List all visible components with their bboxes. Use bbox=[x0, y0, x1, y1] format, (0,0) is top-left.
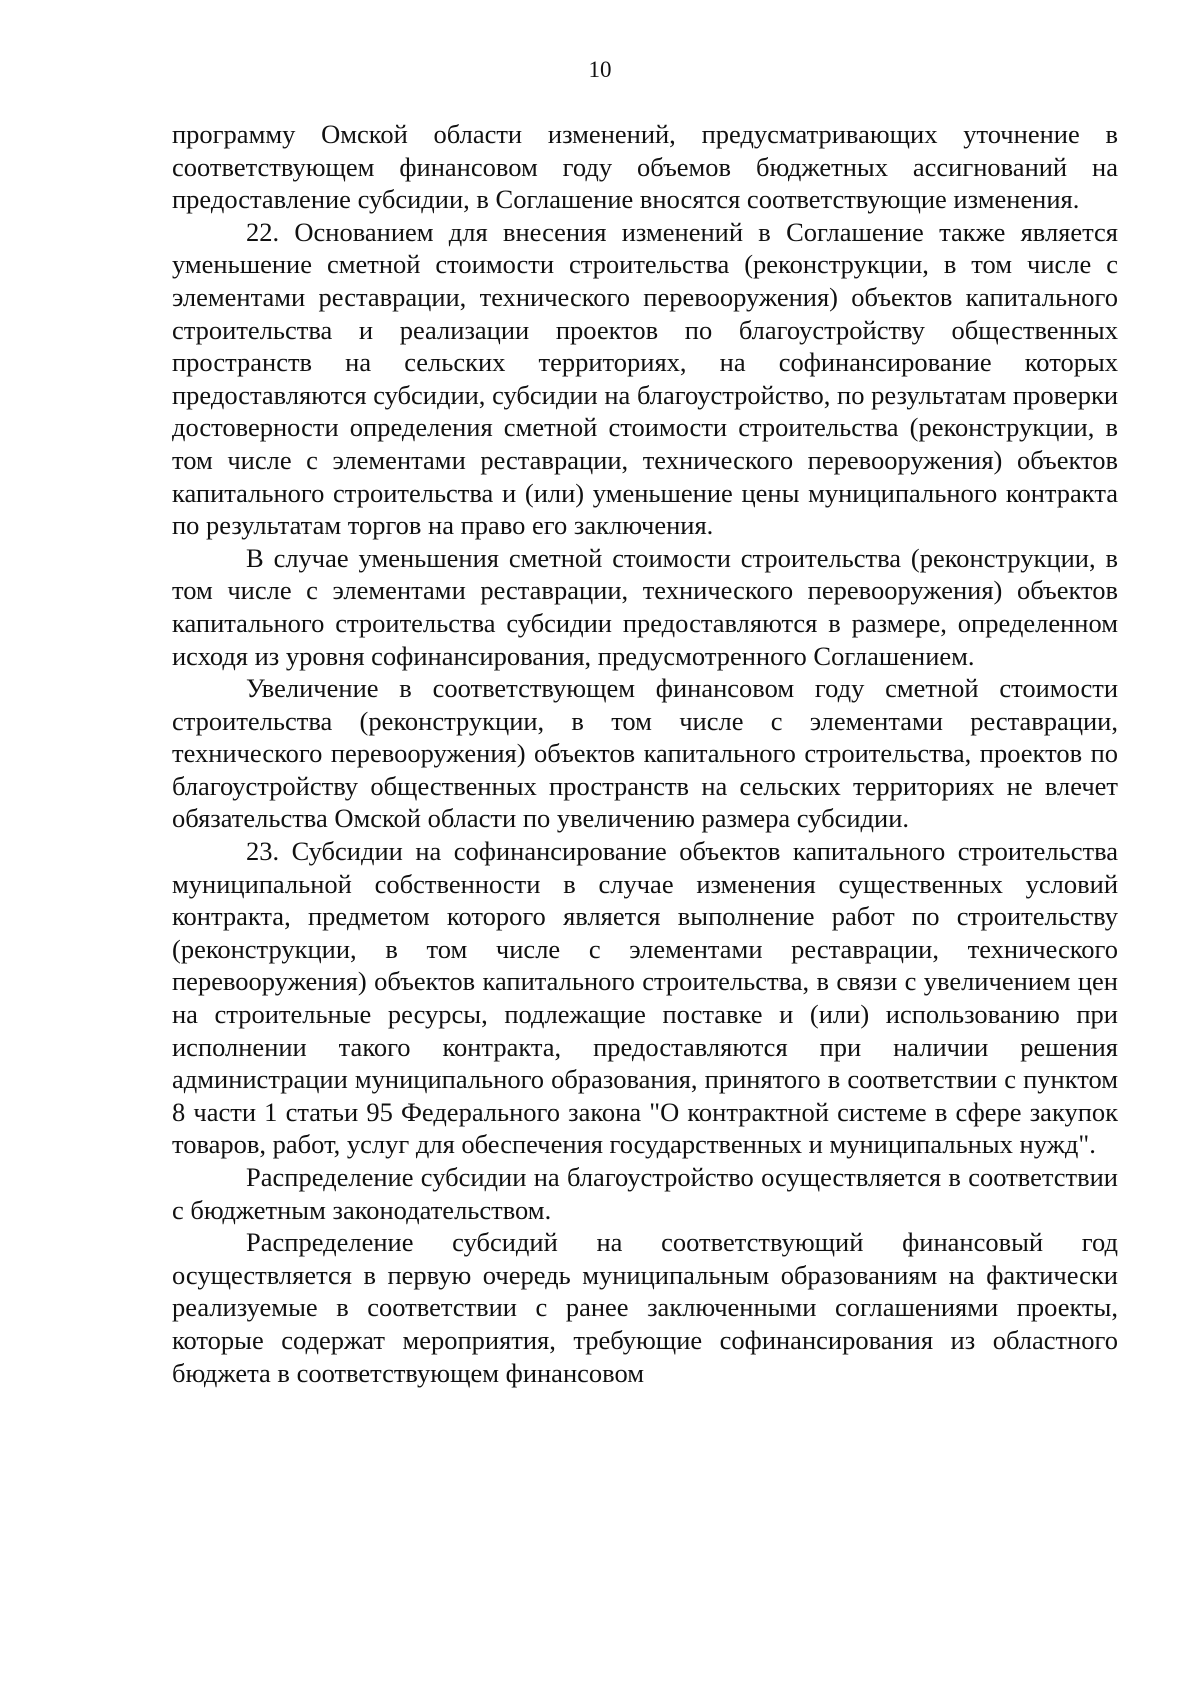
paragraph-item-23: 23. Субсидии на софинансирование объектов капитального строительства муниципальной собственности в случае изменения существенных условий контракта, предметом которого является выполнение работ по строительству (реконструкции, в том числе с элементами реставрации, технического перевооружения) объектов капитального строительства, в связи с увеличением цен на строительные ресурсы, подлежащие поставке и (или) использованию при исполнении такого контракта, предоставляются при наличии решения администрации муниципального образования, принятого в соответствии с пунктом 8 части 1 статьи 95 Федерального закона "О контрактной системе в сфере закупок товаров, работ, услуг для обеспечения государственных и муниципальных нужд". bbox=[172, 836, 1118, 1160]
paragraph-continuation: программу Омской области изменений, предусматривающих уточнение в соответствующем финансовом году объемов бюджетных ассигнований на предоставление субсидии, в Соглашение вносятся соответствующие изменения. bbox=[172, 119, 1118, 215]
paragraph-distribution-improvement: Распределение субсидии на благоустройство осуществляется в соответствии с бюджетным законодательством. bbox=[172, 1162, 1118, 1225]
paragraph-distribution-subsidies: Распределение субсидий на соответствующий финансовый год осуществляется в первую очередь муниципальным образованиям на фактически реализуемые в соответствии с ранее заключенными соглашениями проекты, которые содержат мероприятия, требующие софинансирования из областного бюджета в соответствующем финансовом bbox=[172, 1227, 1118, 1388]
page-number: 10 bbox=[588, 57, 612, 82]
document-body bbox=[172, 118, 1118, 1389]
paragraph-cost-increase: Увеличение в соответствующем финансовом году сметной стоимости строительства (реконструкции, в том числе с элементами реставрации, технического перевооружения) объектов капитального строительства, проектов по благоустройству общественных пространств на сельских территориях не влечет обязательства Омской области по увеличению размера субсидии. bbox=[172, 673, 1118, 834]
paragraph-cost-decrease: В случае уменьшения сметной стоимости строительства (реконструкции, в том числе с элементами реставрации, технического перевооружения) объектов капитального строительства субсидии предоставляются в размере, определенном исходя из уровня софинансирования, предусмотренного Соглашением. bbox=[172, 542, 1118, 671]
paragraph-item-22: 22. Основанием для внесения изменений в Соглашение также является уменьшение сметной стоимости строительства (реконструкции, в том числе с элементами реставрации, технического перевооружения) объектов капитального строительства и реализации проектов по благоустройству общественных пространств на сельских территориях, на софинансирование которых предоставляются субсидии, субсидии на благоустройство, по результатам проверки достоверности определения сметной стоимости строительства (реконструкции, в том числе с элементами реставрации, технического перевооружения) объектов капитального строительства и (или) уменьшение цены муниципального контракта по результатам торгов на право его заключения. bbox=[172, 216, 1118, 541]
